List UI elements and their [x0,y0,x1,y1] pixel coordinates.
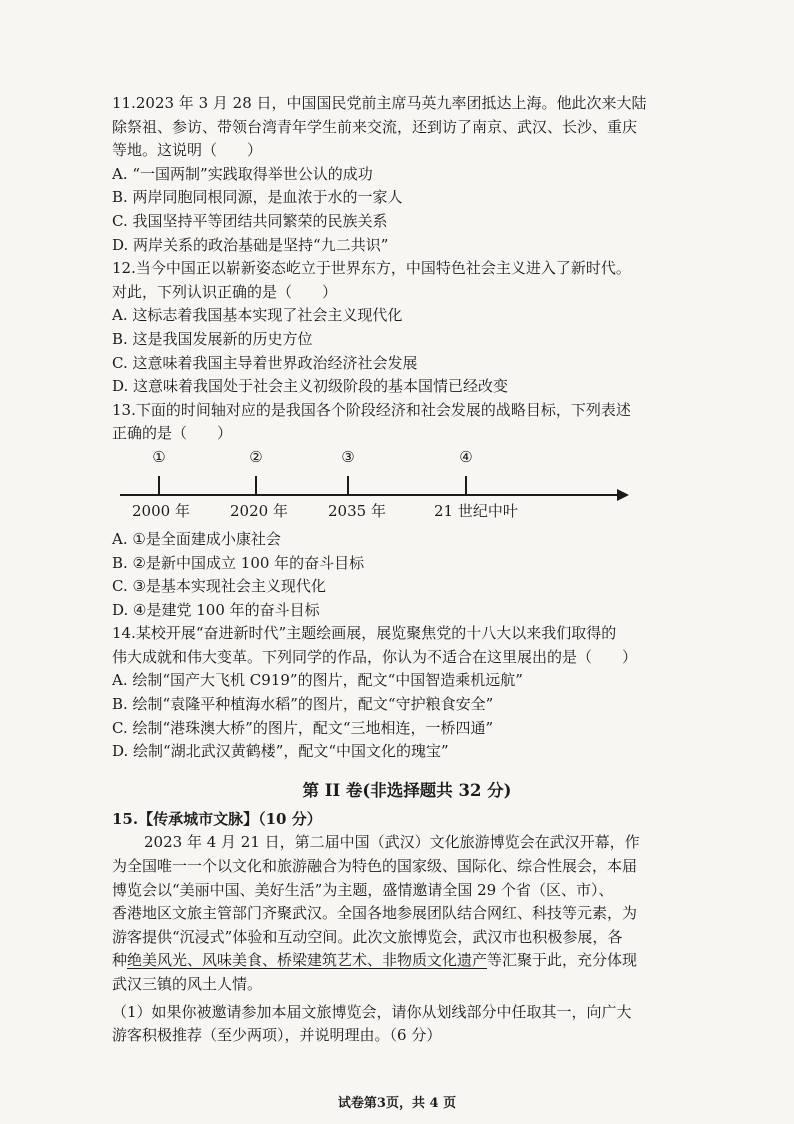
question-text: 14.某校开展“奋进新时代”主题绘画展，展览聚焦党的十八大以来我们取得的 [112,624,617,643]
timeline-marker: ③ [341,447,355,466]
timeline-tick [158,476,160,494]
option-a: A. ①是全面建成小康社会 [112,529,281,548]
question-14 [112,622,702,764]
text-segment: 等汇聚于此，充分体现 [487,951,638,970]
question-text: 正确的是（ ） [112,424,233,443]
option-d: D. ④是建党 100 年的奋斗目标 [112,600,320,619]
timeline-label: 2020 年 [230,501,288,520]
question-11 [112,92,702,257]
timeline-tick [465,476,467,494]
timeline-label: 2000 年 [132,501,190,520]
section-title: 第 II 卷(非选择题共 32 分) [302,780,512,800]
question-12 [112,257,702,399]
timeline-marker: ② [249,447,263,466]
option-d: D. 这意味着我国处于社会主义初级阶段的基本国情已经改变 [112,377,509,396]
timeline [112,448,702,526]
text-segment: 种 [112,951,128,970]
timeline-marker: ① [152,447,166,466]
timeline-axis [120,494,620,496]
option-d: D. 绘制“湖北武汉黄鹤楼”，配文“中国文化的瑰宝” [112,742,449,761]
timeline-tick [255,476,257,494]
option-d: D. 两岸关系的政治基础是坚持“九二共识” [112,235,389,254]
option-b: B. ②是新中国成立 100 年的奋斗目标 [112,553,365,572]
option-b: B. 绘制“袁隆平种植海水稻”的图片，配文“守护粮食安全” [112,695,494,714]
question-13 [112,399,702,623]
option-b: B. 两岸同胞同根同源，是血浓于水的一家人 [112,188,403,207]
underlined-text: 绝美风光、风味美食、桥梁建筑艺术、非物质文化遗产 [127,951,488,970]
question-text: 12.当今中国正以崭新姿态屹立于世界东方，中国特色社会主义进入了新时代。 [112,259,631,278]
option-c: C. 绘制“港珠澳大桥”的图片，配文“三地相连，一桥四通” [112,718,494,737]
question-text: 11.2023 年 3 月 28 日，中国国民党前主席马英九率团抵达上海。他此次来大陆 [112,94,647,112]
question-text: 除祭祖、参访、带领台湾青年学生前来交流，还到访了南京、武汉、长沙、重庆 [112,117,638,136]
option-a: A. 绘制“国产大飞机 C919”的图片，配文“中国智造乘机远航” [112,671,523,690]
sub-question-1: （1）如果你被邀请参加本届文旅博览会，请你从划线部分中任取其一，向广大 [112,1002,632,1021]
question-heading: 15.【传承城市文脉】（10 分） [112,809,322,828]
option-c: C. 我国坚持平等团结共同繁荣的民族关系 [112,211,388,230]
question-text: 等地。这说明（ ） [112,141,263,160]
option-b: B. 这是我国发展新的历史方位 [112,329,313,348]
timeline-tick [347,476,349,494]
paragraph-line: 2023 年 4 月 21 日，第二届中国（武汉）文化旅游博览会在武汉开幕，作 [144,833,640,852]
question-text: 13.下面的时间轴对应的是我国各个阶段经济和社会发展的战略目标，下列表述 [112,400,631,419]
paragraph-line: 博览会以“美丽中国、美好生活”为主题，盛情邀请全国 29 个省（区、市）、 [112,880,614,899]
exam-content [112,92,702,1048]
question-text: 对此，下列认识正确的是（ ） [112,282,338,301]
page-footer: 试卷第3页，共 4 页 [337,1096,457,1111]
timeline-label: 21 世纪中叶 [434,501,518,520]
sub-question-1-cont: 游客积极推荐（至少两项），并说明理由。（6 分） [112,1026,442,1045]
timeline-arrow-icon [617,489,629,501]
paragraph-line: 游客提供“沉浸式”体验和互动空间。此次文旅博览会，武汉市也积极参展，各 [112,927,623,946]
option-c: C. 这意味着我国主导着世界政治经济社会发展 [112,353,418,372]
question-15 [112,808,702,1048]
timeline-marker: ④ [459,447,473,466]
option-c: C. ③是基本实现社会主义现代化 [112,577,326,596]
paragraph-line: 为全国唯一一个以文化和旅游融合为特色的国家级、国际化、综合性展会，本届 [112,857,638,876]
option-a: A. 这标志着我国基本实现了社会主义现代化 [112,306,403,325]
option-a: A. “一国两制”实践取得举世公认的成功 [112,164,373,183]
paragraph-line: 武汉三镇的风土人情。 [112,975,263,993]
question-text: 伟大成就和伟大变革。下列同学的作品，你认为不适合在这里展出的是（ ） [112,647,638,666]
paragraph-line: 香港地区文旅主管部门齐聚武汉。全国各地参展团队结合网红、科技等元素，为 [112,904,638,923]
timeline-label: 2035 年 [328,501,386,520]
paragraph-line [112,949,702,973]
